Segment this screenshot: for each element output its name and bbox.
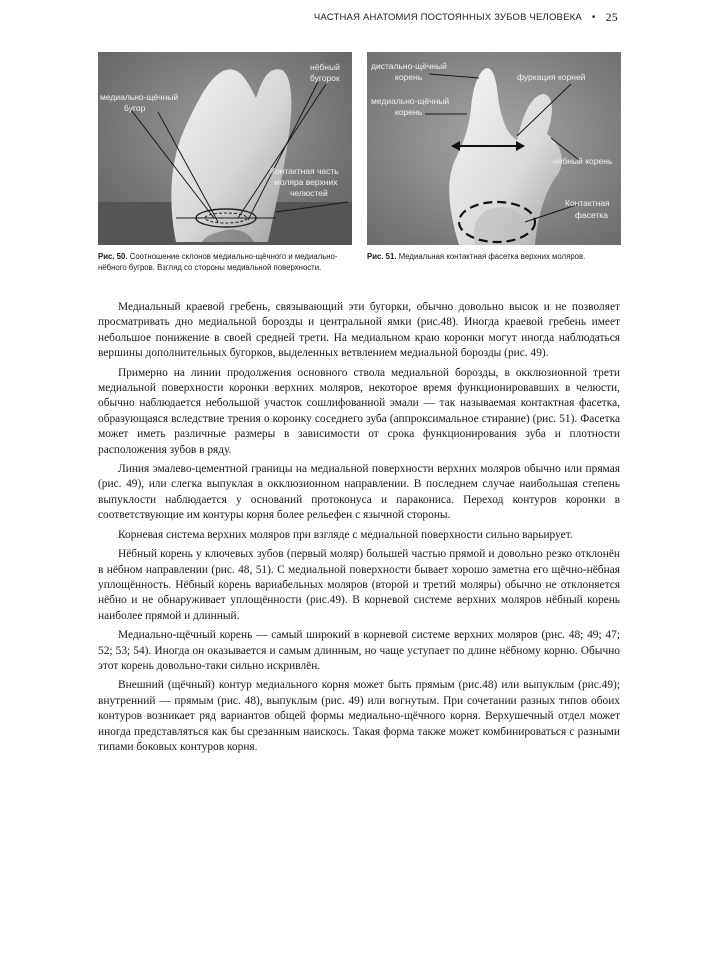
label-furcation: фуркация корней [517,72,586,82]
header-bullet: • [591,12,596,23]
paragraph: Медиально-щёчный корень — самый широкий в корневой системе верхних моляров (рис. 48; 49; 47; 52; 53; 54). Иногда он оказывается и самым длинным, но чаще уступает по длине нёбному корню. Обычно этот корень довольно-таки сильно искривлён. [98,629,620,672]
label-contact-3: челюстей [290,188,328,198]
paragraph: Корневая система верхних моляров при взгляде с медиальной поверхности сильно варьирует. [118,528,573,541]
body-text [98,300,620,759]
label-contact-2: моляра верхних [274,177,338,187]
label-mb-root-1: медиально-щёчный [371,96,450,106]
figure-51-number: Рис. 51. [367,252,397,261]
label-palatal-cusp-1: нёбный [310,62,340,72]
figures-row [98,52,620,273]
figure-51 [367,52,621,273]
label-facet-2: фасетка [575,210,608,220]
label-db-root-1: дистально-щёчный [371,61,447,71]
figure-50-photo [98,52,352,245]
label-db-root-2: корень [395,72,423,82]
figure-51-photo [367,52,621,245]
paragraph: Медиальный краевой гребень, связывающий эти бугорки, обычно довольно высок и не позволяет просматривать дно медиальной борозды и центральной ямки (рис.48). Иногда краевой гребень имеет небольшое понижение в своей средней трети. На медиальном краю коронки могут иногда наблюдаться вершины дополнительных бугорков, выделенных ветвлением медиальной борозды (рис. 49). [98,301,620,360]
paragraph: Нёбный корень у ключевых зубов (первый моляр) большей частью прямой и довольно резко отклонён в нёбном направлении (рис. 48, 51). С медиальной поверхности бывает хорошо заметна его щёчно-нёбная уплощённость. Нёбный корень вариабельных моляров (второй и третий моляры) обычно не отклоняется нёбно и не обнаруживает уплощённости (рис.49). В корневой системе верхних моляров нёбный корень наиболее прямой и длинный. [98,548,620,622]
page-number: 25 [605,10,618,24]
figure-50-caption [98,251,352,273]
paragraph: Линия эмалево-цементной границы на медиальной поверхности верхних моляров обычно или прямая (рис. 49), или слегка выпуклая в окклюзионном направлении. В последнем случае наибольшая степень выпуклости наблюдается у оснований протоконуса и паракониса. Переход контуров коронки в соответствующие им контуры корня более рельефен с язычной стороны. [98,463,620,522]
label-mb-cusp-2: бугор [124,103,146,113]
label-mb-root-2: корень [395,107,423,117]
label-palatal-root: нёбный корень [553,156,613,166]
figure-50 [98,52,352,273]
label-mb-cusp-1: медиально-щёчный [100,92,179,102]
figure-51-text: Медиальная контактная фасетка верхних моляров. [398,252,586,261]
label-contact-1: Контактная часть [270,166,339,176]
figure-50-text: Соотношение склонов медиально-щёчного и медиально-нёбного бугров. Взгляд со стороны медиальной поверхности. [98,252,338,272]
running-header [314,10,618,25]
label-facet-1: Контактная [565,198,610,208]
paragraph: Внешний (щёчный) контур медиального корня может быть прямым (рис.48) или выпуклым (рис.49); внутренний — прямым (рис. 48), выпуклым (рис. 49) или вогнутым. При сочетании разных типов обоих контуров возникает ряд вариантов общей формы медиально-щёчного корня. Верхушечный отдел может иногда представляться как бы срезанным наискось. Такая форма также может комбинироваться с разными типами боковых контуров корня. [98,679,620,753]
running-title: ЧАСТНАЯ АНАТОМИЯ ПОСТОЯННЫХ ЗУБОВ ЧЕЛОВЕКА [313,12,582,23]
label-palatal-cusp-2: бугорок [310,73,340,83]
figure-51-caption [367,251,621,262]
figure-50-number: Рис. 50. [98,252,128,261]
paragraph: Примерно на линии продолжения основного ствола медиальной борозды, в окклюзионной трети медиальной поверхности коронки верхних моляров, некоторое время функционировавших в челюсти, обычно наблюдается небольшой участок сошлифованной эмали — так называемая контактная фасетка, образующаяся вследствие трения о коронку соседнего зуба (аппроксимальное стирание) (рис. 51). Фасетка может иметь различные размеры в зависимости от срока функционирования зуба и плотности расположения зубов в ряду. [98,366,620,456]
